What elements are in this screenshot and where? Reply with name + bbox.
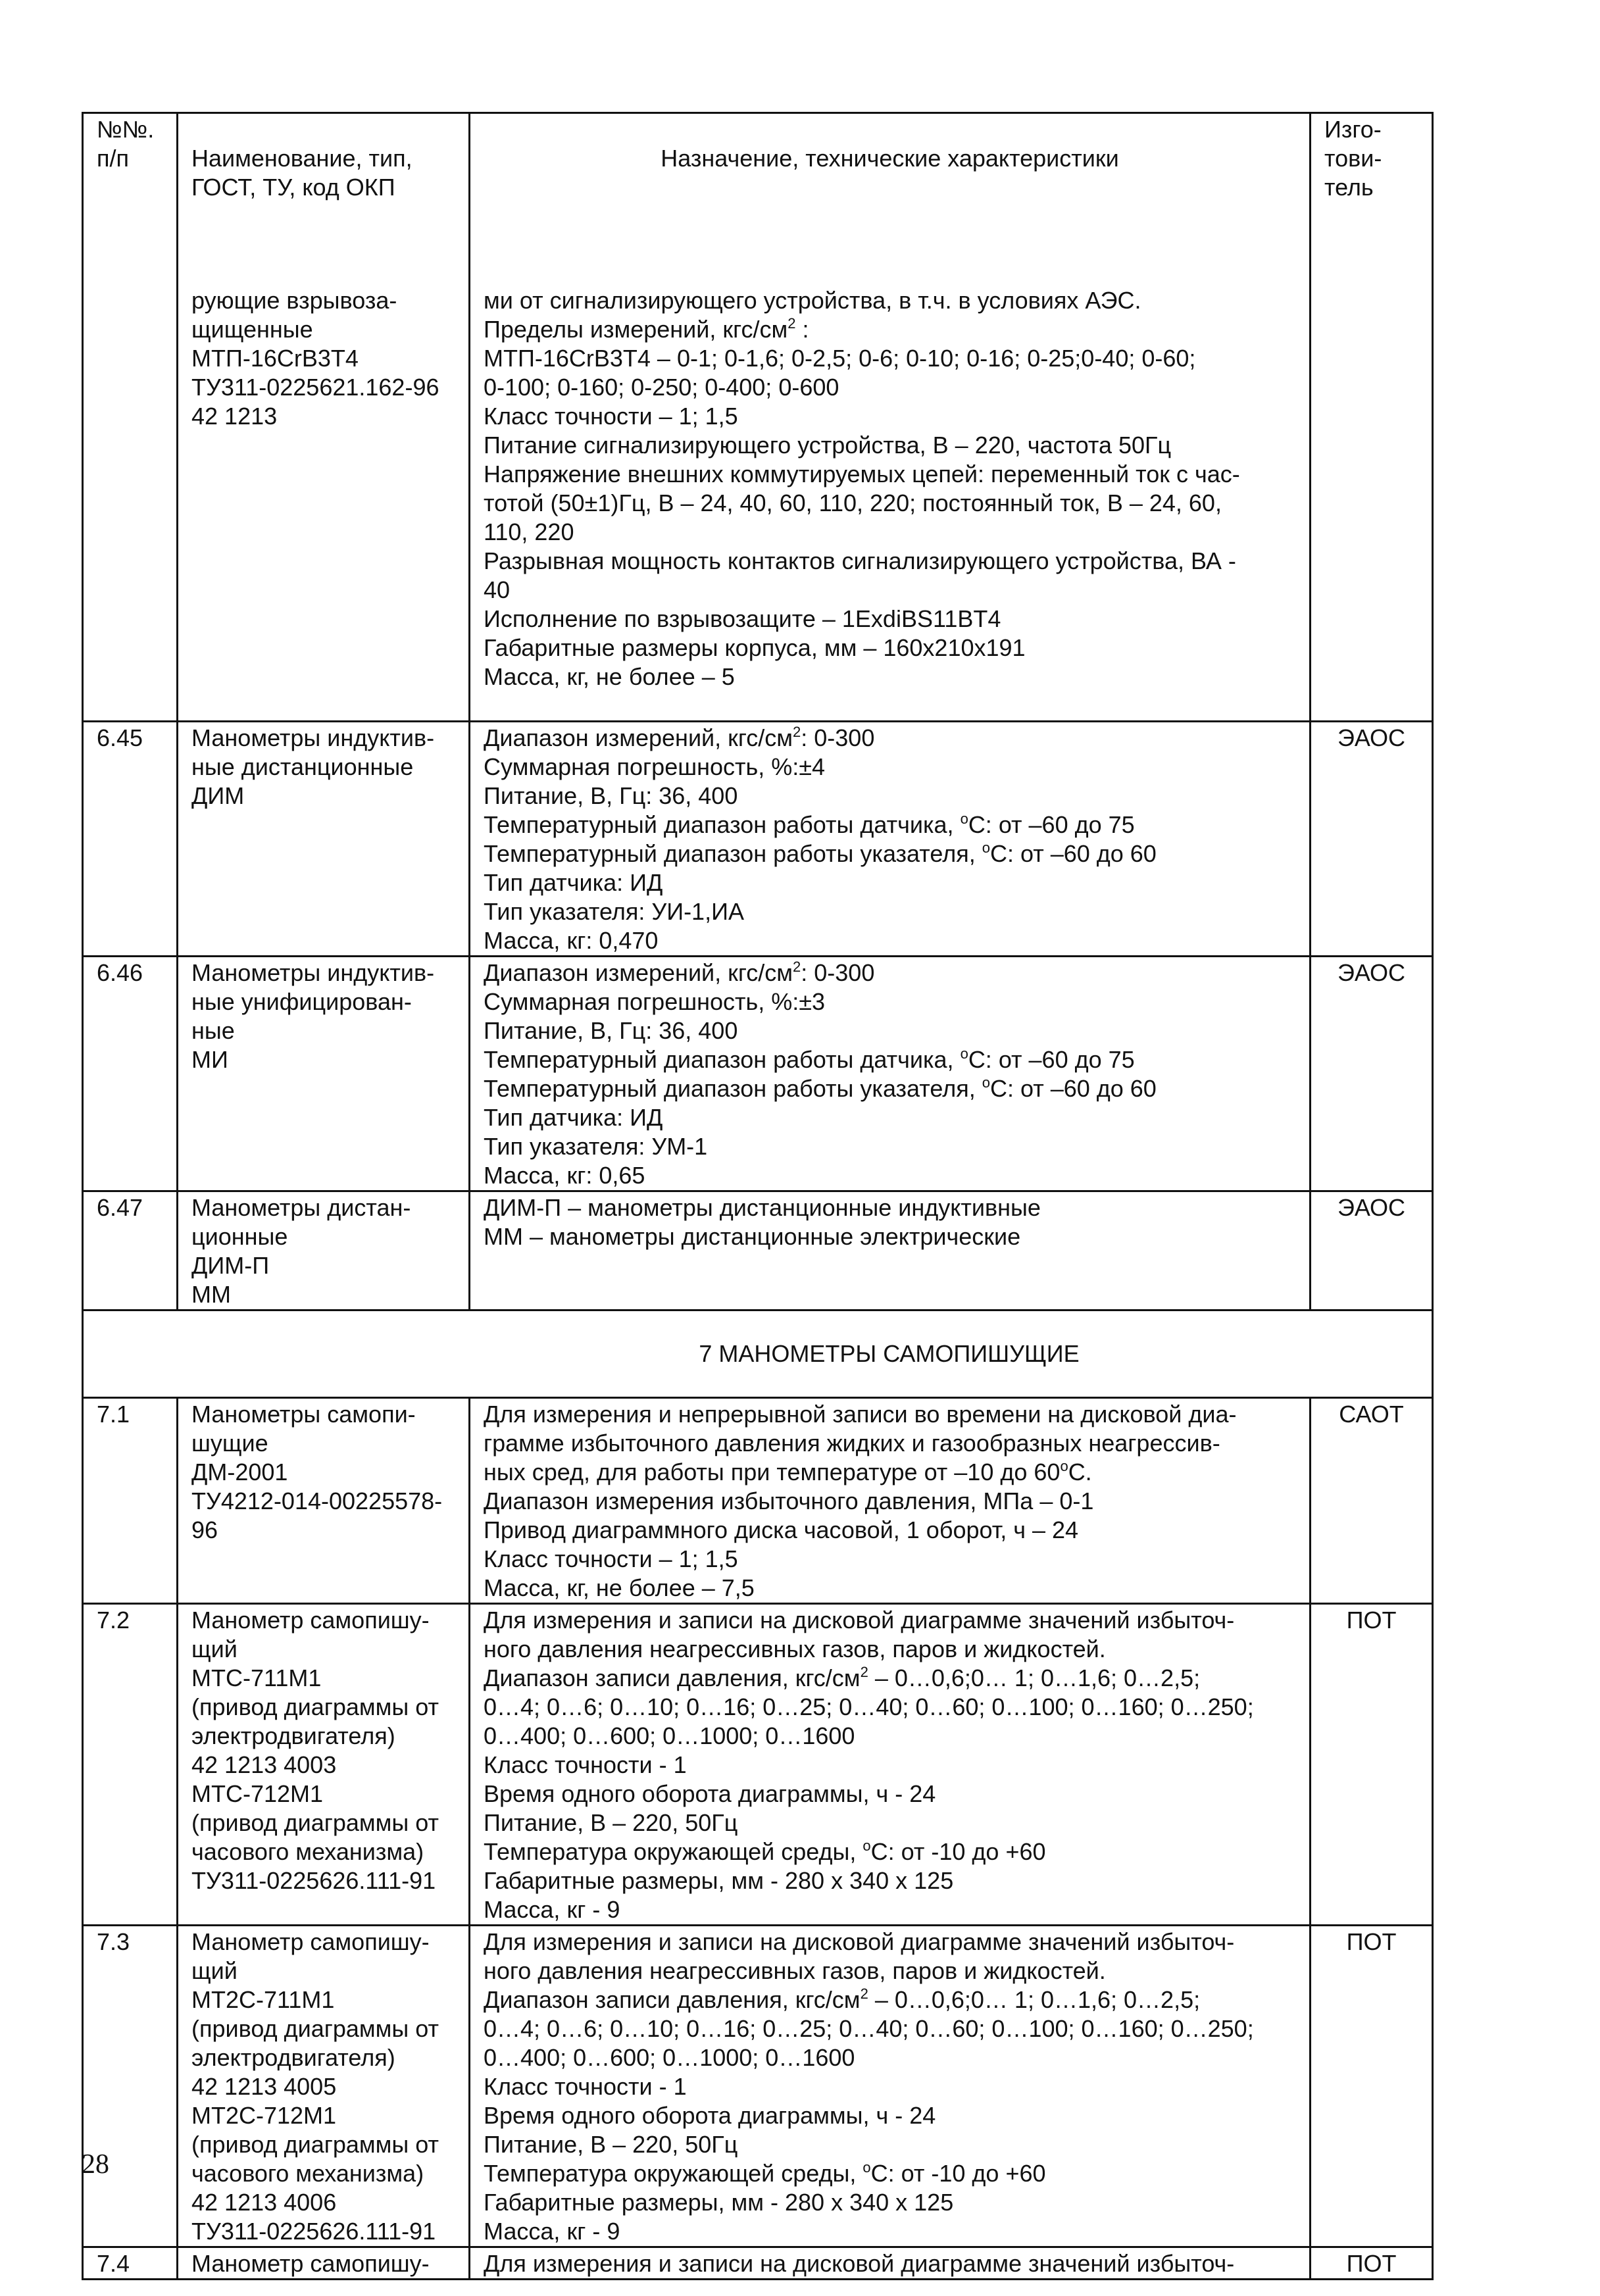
spec-line: Масса, кг, не более – 5 xyxy=(484,663,735,690)
header-maker-cell xyxy=(1311,113,1433,722)
section-title: 7 МАНОМЕТРЫ САМОПИШУЩИЕ xyxy=(699,1340,1080,1367)
specs-text xyxy=(484,1928,1296,2246)
spec-line: Для измерения и записи на дисковой диаграмме значений избыточ- xyxy=(484,1928,1235,1955)
spec-line: Разрывная мощность контактов сигнализирующего устройства, ВА - xyxy=(484,547,1236,574)
spec-line: 0…4; 0…6; 0…10; 0…16; 0…25; 0…40; 0…60; 0…100; 0…160; 0…250; xyxy=(484,1693,1254,1720)
spec-line: Суммарная погрешность, %:±4 xyxy=(484,753,826,780)
manufacturer: ПОТ xyxy=(1346,1607,1397,1634)
spec-line: 0…400; 0…600; 0…1000; 0…1600 xyxy=(484,2044,855,2071)
spec-line: Для измерения и непрерывной записи во времени на дисковой диа- xyxy=(484,1401,1237,1428)
table-row xyxy=(83,722,1433,957)
spec-line: Питание, В, Гц: 36, 400 xyxy=(484,782,738,809)
spec-line: ного давления неагрессивных газов, паров и жидкостей. xyxy=(484,1957,1106,1984)
manufacturer: ПОТ xyxy=(1346,2250,1397,2277)
name-text: Манометры самопи- шущие ДМ-2001 ТУ4212-014-00225578- 96 xyxy=(191,1401,443,1543)
row-number: 6.45 xyxy=(97,724,143,751)
header-name-cell xyxy=(178,113,470,722)
spec-line: грамме избыточного давления жидких и газообразных неагрессив- xyxy=(484,1430,1220,1457)
spec-line: Для измерения и записи на дисковой диаграмме значений избыточ- xyxy=(484,1607,1235,1634)
spec-line: Класс точности – 1; 1,5 xyxy=(484,1545,738,1572)
spec-line: Габаритные размеры, мм - 280 х 340 х 125 xyxy=(484,1867,954,1894)
spec-line: 0…400; 0…600; 0…1000; 0…1600 xyxy=(484,1722,855,1749)
spec-line: Габаритные размеры, мм - 280 х 340 х 125 xyxy=(484,2189,954,2216)
spec-line: ДИМ-П – манометры дистанционные индуктивные xyxy=(484,1194,1041,1221)
page-number: 28 xyxy=(82,2149,109,2180)
spec-line: 40 xyxy=(484,576,511,603)
spec-line: Класс точности - 1 xyxy=(484,2073,687,2100)
spec-line: Диапазон измерения избыточного давления, МПа – 0-1 xyxy=(484,1487,1094,1514)
manufacturer: ЭАОС xyxy=(1337,724,1406,751)
header-maker: Изго- тови- тель xyxy=(1324,116,1382,201)
name-text: Манометры индуктив- ные дистанционные ДИМ xyxy=(191,724,435,809)
manufacturer: САОТ xyxy=(1339,1401,1404,1428)
spec-line: Диапазон измерений, кгс/$см^2$: 0-300 xyxy=(484,724,875,751)
table-row xyxy=(83,957,1433,1191)
specs-text xyxy=(484,959,1296,1190)
header-purpose: Назначение, технические характеристики xyxy=(661,145,1119,172)
spec-line: Тип датчика: ИД xyxy=(484,1104,663,1131)
header-number: №№. п/п xyxy=(97,116,155,172)
spec-line: Тип датчика: ИД xyxy=(484,869,663,896)
manufacturer: ЭАОС xyxy=(1337,1194,1406,1221)
table-row xyxy=(83,1604,1433,1926)
manufacturer: ЭАОС xyxy=(1337,959,1406,986)
spec-line: Масса, кг: 0,470 xyxy=(484,927,659,954)
row-number: 7.4 xyxy=(97,2250,130,2277)
spec-line: Масса, кг - 9 xyxy=(484,2218,620,2245)
spec-line: Питание, В – 220, 50Гц xyxy=(484,1809,738,1836)
spec-line: Для измерения и записи на дисковой диаграмме значений избыточ- xyxy=(484,2250,1235,2277)
header-purpose-cell xyxy=(470,113,1311,722)
spec-line: Габаритные размеры корпуса, мм – 160х210х191 xyxy=(484,634,1026,661)
spec-line: Диапазон записи давления, кгс/$см^2$ – 0…0,6;0… 1; 0…1,6; 0…2,5; xyxy=(484,1985,1201,2013)
spec-line: Масса, кг: 0,65 xyxy=(484,1162,645,1189)
spec-line: Пределы измерений, кгс/$см^2$ : xyxy=(484,315,809,343)
spec-line: Температурный диапазон работы датчика, $^o$С: от –60 до 75 xyxy=(484,811,1135,838)
table-row xyxy=(83,1926,1433,2247)
spec-line: Температура окружающей среды, $^o$С: от -10 до +60 xyxy=(484,1837,1046,1865)
specs-text xyxy=(484,286,1296,691)
row-number: 6.47 xyxy=(97,1194,143,1221)
table-row xyxy=(83,2247,1433,2280)
spec-line: Температурный диапазон работы указателя, $^o$С: от –60 до 60 xyxy=(484,1074,1157,1102)
spec-line: Масса, кг - 9 xyxy=(484,1896,620,1923)
spec-line: Температура окружающей среды, $^o$С: от -10 до +60 xyxy=(484,2159,1046,2187)
spec-line: Питание, В – 220, 50Гц xyxy=(484,2131,738,2158)
name-text: Манометры дистан- ционные ДИМ-П ММ xyxy=(191,1194,411,1308)
row-number: 6.46 xyxy=(97,959,143,986)
spec-line: Температурный диапазон работы указателя, $^o$С: от –60 до 60 xyxy=(484,839,1157,867)
spec-line: Масса, кг, не более – 7,5 xyxy=(484,1574,755,1601)
specs-text xyxy=(484,724,1296,955)
spec-line: Диапазон записи давления, кгс/$см^2$ – 0…0,6;0… 1; 0…1,6; 0…2,5; xyxy=(484,1664,1201,1691)
spec-line: Время одного оборота диаграммы, ч - 24 xyxy=(484,2102,936,2129)
spec-line: 0-100; 0-160; 0-250; 0-400; 0-600 xyxy=(484,374,839,401)
table-row xyxy=(83,113,1433,722)
spec-line: Диапазон измерений, кгс/$см^2$: 0-300 xyxy=(484,959,875,986)
spec-line: Тип указателя: УИ-1,ИА xyxy=(484,898,744,925)
spec-line: ного давления неагрессивных газов, паров и жидкостей. xyxy=(484,1635,1106,1662)
name-text: Манометр самопишу- xyxy=(191,2250,430,2277)
spec-line: Суммарная погрешность, %:±3 xyxy=(484,988,826,1015)
spec-line: тотой (50±1)Гц, В – 24, 40, 60, 110, 220; постоянный ток, В – 24, 60, xyxy=(484,489,1222,516)
spec-line: 110, 220 xyxy=(484,518,574,545)
specification-table xyxy=(82,112,1434,2280)
manufacturer: ПОТ xyxy=(1346,1928,1397,1955)
name-text: Манометры индуктив- ные унифицирован- ные МИ xyxy=(191,959,435,1073)
table-row xyxy=(83,1191,1433,1310)
spec-line: Питание, В, Гц: 36, 400 xyxy=(484,1017,738,1044)
name-text: рующие взрывоза- щищенные МТП-16СrВ3Т4 ТУ311-0225621.162-96 42 1213 xyxy=(191,287,439,430)
name-text: Манометр самопишу- щий МТС-711М1 (привод диаграммы от электродвигателя) 42 1213 4003 МТС-712М1 (привод диаграммы от часового механизма) ТУ311-0225626.111-91 xyxy=(191,1607,439,1894)
specs-text xyxy=(484,2249,1296,2278)
specs-text xyxy=(484,1606,1296,1924)
table-row xyxy=(83,1398,1433,1604)
name-text: Манометр самопишу- щий МТ2С-711М1 (привод диаграммы от электродвигателя) 42 1213 4005 МТ2С-712М1 (привод диаграммы от часового механизма) 42 1213 4006 ТУ311-0225626.111-91 xyxy=(191,1928,439,2245)
spec-line: Время одного оборота диаграммы, ч - 24 xyxy=(484,1780,936,1807)
section-row xyxy=(83,1310,1433,1398)
row-number: 7.1 xyxy=(97,1401,130,1428)
spec-line: Температурный диапазон работы датчика, $^o$С: от –60 до 75 xyxy=(484,1045,1135,1073)
spec-line: ММ – манометры дистанционные электрические xyxy=(484,1223,1021,1250)
spec-line: Питание сигнализирующего устройства, В – 220, частота 50Гц xyxy=(484,432,1172,459)
spec-line: Исполнение по взрывозащите – 1ExdiBS11BT4 xyxy=(484,605,1001,632)
spec-line: Привод диаграммного диска часовой, 1 оборот, ч – 24 xyxy=(484,1516,1079,1543)
specs-text xyxy=(484,1400,1296,1603)
spec-line: Класс точности - 1 xyxy=(484,1751,687,1778)
spec-line: ных сред, для работы при температуре от –10 до 60$^o$С. xyxy=(484,1458,1092,1485)
header-number-cell xyxy=(83,113,178,722)
spec-line: ми от сигнализирующего устройства, в т.ч. в условиях АЭС. xyxy=(484,287,1141,314)
header-name: Наименование, тип, ГОСТ, ТУ, код ОКП xyxy=(191,145,413,201)
spec-line: Класс точности – 1; 1,5 xyxy=(484,403,738,430)
row-number: 7.2 xyxy=(97,1607,130,1634)
row-number: 7.3 xyxy=(97,1928,130,1955)
spec-line: МТП-16СrВ3Т4 – 0-1; 0-1,6; 0-2,5; 0-6; 0-10; 0-16; 0-25;0-40; 0-60; xyxy=(484,345,1196,372)
specs-text xyxy=(484,1193,1296,1251)
spec-line: 0…4; 0…6; 0…10; 0…16; 0…25; 0…40; 0…60; 0…100; 0…160; 0…250; xyxy=(484,2015,1254,2042)
spec-line: Тип указателя: УМ-1 xyxy=(484,1133,708,1160)
spec-line: Напряжение внешних коммутируемых цепей: переменный ток с час- xyxy=(484,461,1240,487)
